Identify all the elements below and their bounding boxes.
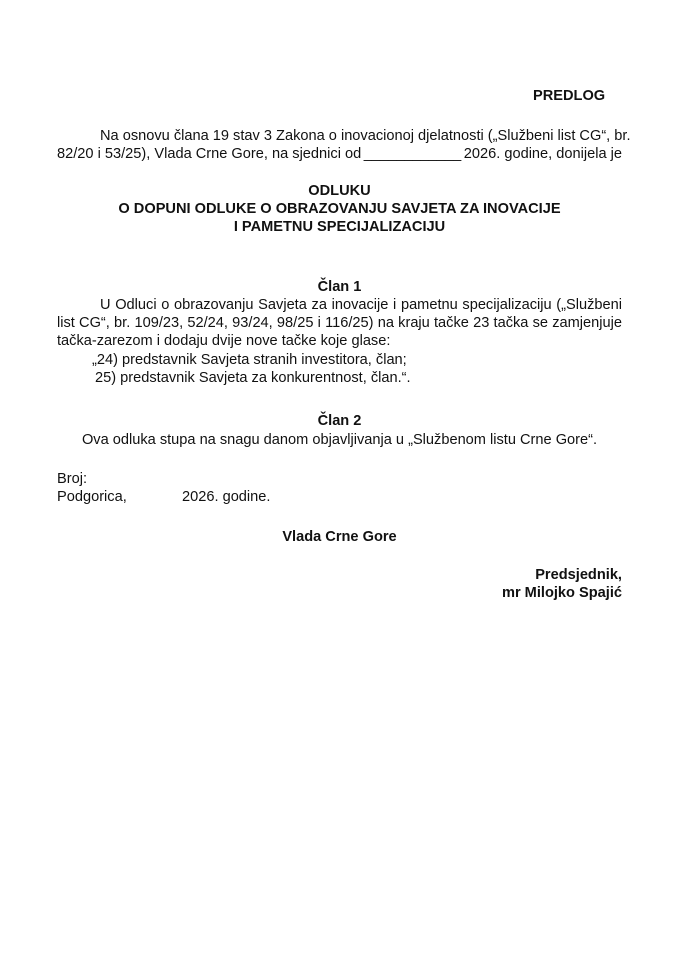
- session-date-blank: ____________: [363, 146, 462, 162]
- status-label: PREDLOG: [533, 88, 606, 104]
- preamble-line-2: [57, 146, 622, 162]
- issuer-label: Vlada Crne Gore: [282, 529, 397, 545]
- article-1-item-25: 25) predstavnik Savjeta za konkurentnost, član.“.: [95, 370, 411, 386]
- preamble-line-2-end: 2026. godine, donijela je: [463, 146, 622, 162]
- preamble-line-2-start: 82/20 i 53/25), Vlada Crne Gore, na sjednici od: [57, 146, 362, 162]
- article-1-line-1: U Odluci o obrazovanju Savjeta za inovacije i pametnu specijalizaciju („Službeni: [100, 297, 622, 313]
- article-2-line-1: Ova odluka stupa na snagu danom objavljivanja u „Službenom listu Crne Gore“.: [81, 432, 598, 448]
- number-label: Broj:: [57, 471, 88, 487]
- article-2-heading: Član 2: [317, 413, 362, 429]
- decision-subtitle-line-1: O DOPUNI ODLUKE O OBRAZOVANJU SAVJETA ZA INOVACIJE: [118, 201, 561, 217]
- article-1-line-2: list CG“, br. 109/23, 52/24, 93/24, 98/25 i 116/25) na kraju tačke 23 tačka se zamjenjuje: [57, 315, 622, 331]
- place-label: Podgorica,: [57, 489, 127, 505]
- signatory-name: mr Milojko Spajić: [501, 585, 622, 601]
- decision-title: ODLUKU: [308, 183, 371, 199]
- date-label: 2026. godine.: [182, 489, 271, 505]
- signatory-title: Predsjednik,: [535, 567, 622, 583]
- article-1-heading: Član 1: [317, 279, 362, 295]
- decision-subtitle-line-2: I PAMETNU SPECIJALIZACIJU: [233, 219, 446, 235]
- preamble-line-1: Na osnovu člana 19 stav 3 Zakona o inovacionoj djelatnosti („Službeni list CG“, br.: [100, 128, 631, 144]
- article-1-item-24: „24) predstavnik Savjeta stranih investitora, član;: [92, 352, 407, 368]
- article-1-line-3: tačka-zarezom i dodaju dvije nove tačke koje glase:: [57, 333, 391, 349]
